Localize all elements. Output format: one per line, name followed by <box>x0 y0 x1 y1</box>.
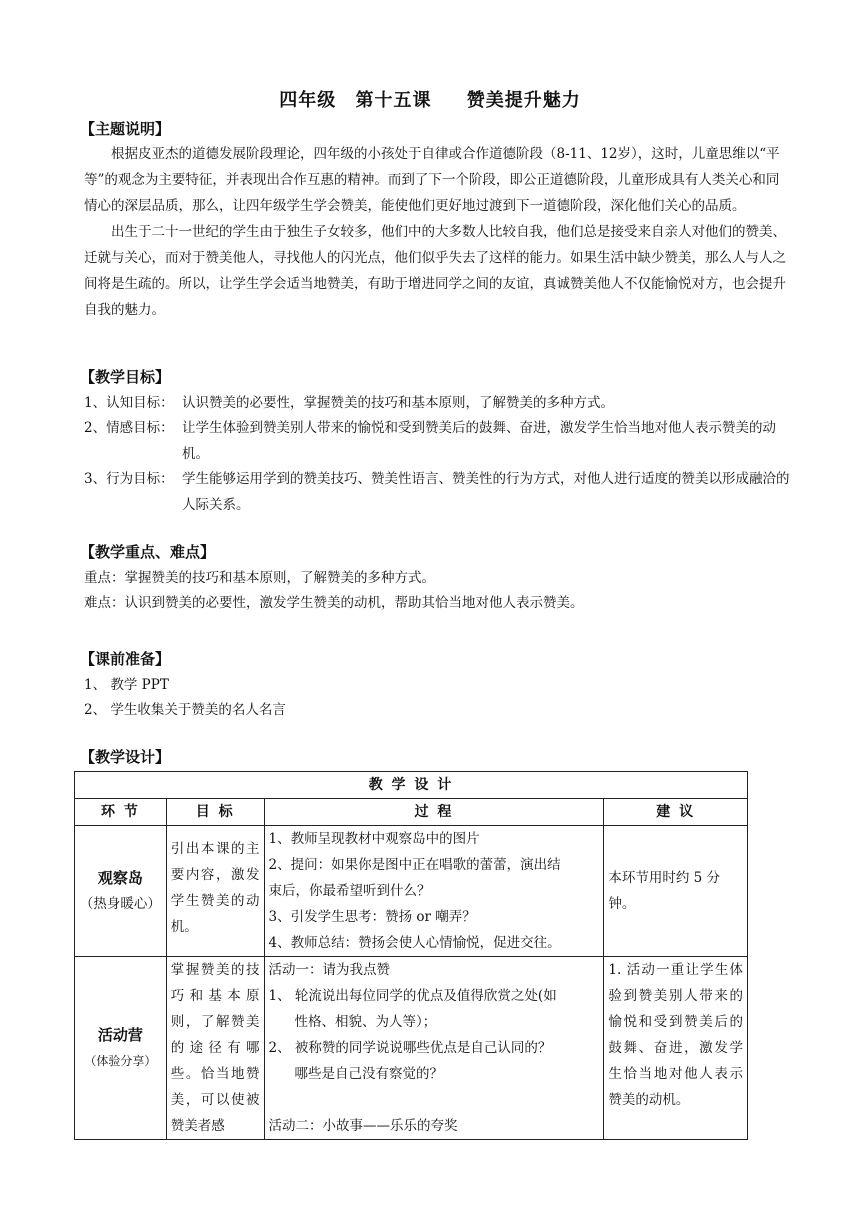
column-header-advice: 建 议 <box>604 799 748 826</box>
process-line: 哪些是自己没有察觉的？ <box>294 1066 444 1082</box>
goal-cell: 掌握赞美的技巧和基本原则，了解赞美的途径有哪些。恰当地赞美，可以使被赞美者感 <box>166 957 264 1140</box>
keypoint-focus: 重点：掌握赞美的技巧和基本原则，了解赞美的多种方式。 <box>84 570 435 586</box>
theme-paragraph-1: 根据皮亚杰的道德发展阶段理论，四年级的小孩处于自律或合作道德阶段（8-11、12岁），这时，儿童思维以“平等”的观念为主要特征，并表现出合作互惠的精神。而到了下一个阶段，即公正道德阶段，儿童形成具有人类关心和同情心的深层品质，那么，让四年级学生学会赞美，能使他们更好地过渡到下一道德阶段，深化他们关心的品质。 <box>84 146 780 214</box>
stage-name: 观察岛 <box>97 869 143 887</box>
process-line: 4、教师总结：赞扬会使人心情愉悦，促进交往。 <box>268 935 561 951</box>
keypoint-difficulty: 难点：认识到赞美的必要性，激发学生赞美的动机，帮助其恰当地对他人表示赞美。 <box>84 595 584 611</box>
goal-text: 学生能够运用学到的赞美技巧、赞美性语言、赞美性的行为方式，对他人进行适度的赞美以形成融洽的人际关系。 <box>182 471 790 513</box>
prep-item-1: 1、 教学 PPT <box>84 677 169 693</box>
design-heading: 【教学设计】 <box>80 748 171 766</box>
goal-cell: 引出本课的主要内容，激发学生赞美的动机。 <box>166 826 264 957</box>
process-line: 3、引发学生思考：赞扬 or 嘲弄？ <box>268 909 476 925</box>
stage-cell <box>75 826 167 957</box>
stage-name: 活动营 <box>97 1026 143 1044</box>
process-line <box>269 1087 600 1113</box>
column-header-goal: 目 标 <box>166 799 264 826</box>
table-row <box>75 957 748 1140</box>
process-line: 1、 轮流说出每位同学的优点及值得欣赏之处(如 <box>268 988 557 1004</box>
column-header-process: 过 程 <box>264 799 604 826</box>
process-cell <box>264 957 604 1140</box>
design-table <box>74 771 748 1140</box>
column-header-stage: 环 节 <box>75 799 167 826</box>
advice-cell: 本环节用时约 5 分钟。 <box>604 826 748 957</box>
stage-subtitle: （热身暖心） <box>79 896 161 912</box>
process-line: 性格、相貌、为人等）； <box>294 1014 437 1030</box>
stage-subtitle: （体验分享） <box>84 1054 157 1068</box>
title-lesson: 第十五课 <box>355 90 432 111</box>
goal-text: 让学生体验到赞美别人带来的愉悦和受到赞美后的鼓舞、奋进，激发学生恰当地对他人表示赞美的动机。 <box>182 420 776 462</box>
goal-label: 1、认知目标： <box>84 395 174 411</box>
prep-heading: 【课前准备】 <box>80 650 171 668</box>
theme-text <box>84 141 792 323</box>
process-line: 活动一：请为我点赞 <box>268 962 391 978</box>
page-title <box>0 86 860 112</box>
goals-heading: 【教学目标】 <box>80 368 171 386</box>
advice-cell: 1. 活动一重让学生体验到赞美别人带来的愉悦和受到赞美后的鼓舞、奋进，激发学生恰当地对他人表示赞美的动机。 <box>604 957 748 1140</box>
process-line: 1、教师呈现教材中观察岛中的图片 <box>268 831 480 847</box>
theme-heading: 【主题说明】 <box>80 120 171 138</box>
theme-paragraph-2: 出生于二十一世纪的学生由于独生子女较多，他们中的大多数人比较自我，他们总是接受来自亲人对他们的赞美、迁就与关心，而对于赞美他人，寻找他人的闪光点，他们似乎失去了这样的能力。如果生活中缺少赞美，那么人与人之间将是生疏的。所以，让学生学会适当地赞美，有助于增进同学之间的友谊，真诚赞美他人不仅能愉悦对方，也会提升自我的魅力。 <box>84 224 786 318</box>
process-line: 2、提问：如果你是图中正在唱歌的蕾蕾，演出结 <box>268 857 561 873</box>
keypoints-heading: 【教学重点、难点】 <box>80 543 216 561</box>
process-line: 2、 被称赞的同学说说哪些优点是自己认同的？ <box>268 1040 552 1056</box>
title-name: 赞美提升魅力 <box>466 90 581 111</box>
title-grade: 四年级 <box>279 90 337 111</box>
process-line: 活动二：小故事——乐乐的夸奖 <box>268 1118 458 1134</box>
process-line: 束后，你最希望听到什么？ <box>268 883 431 899</box>
table-title-row <box>75 772 748 799</box>
goal-text: 认识赞美的必要性，掌握赞美的技巧和基本原则，了解赞美的多种方式。 <box>182 395 614 411</box>
process-cell <box>264 826 604 957</box>
goal-label: 3、行为目标： <box>84 471 174 487</box>
goal-label: 2、情感目标： <box>84 420 174 436</box>
table-title: 教 学 设 计 <box>75 772 748 799</box>
goal-item-3 <box>84 466 792 518</box>
table-row <box>75 826 748 957</box>
prep-item-2: 2、 学生收集关于赞美的名人名言 <box>84 702 286 718</box>
goal-item-2 <box>84 415 792 467</box>
stage-cell <box>75 957 167 1140</box>
table-header-row <box>75 799 748 826</box>
goal-item-1 <box>84 390 792 416</box>
